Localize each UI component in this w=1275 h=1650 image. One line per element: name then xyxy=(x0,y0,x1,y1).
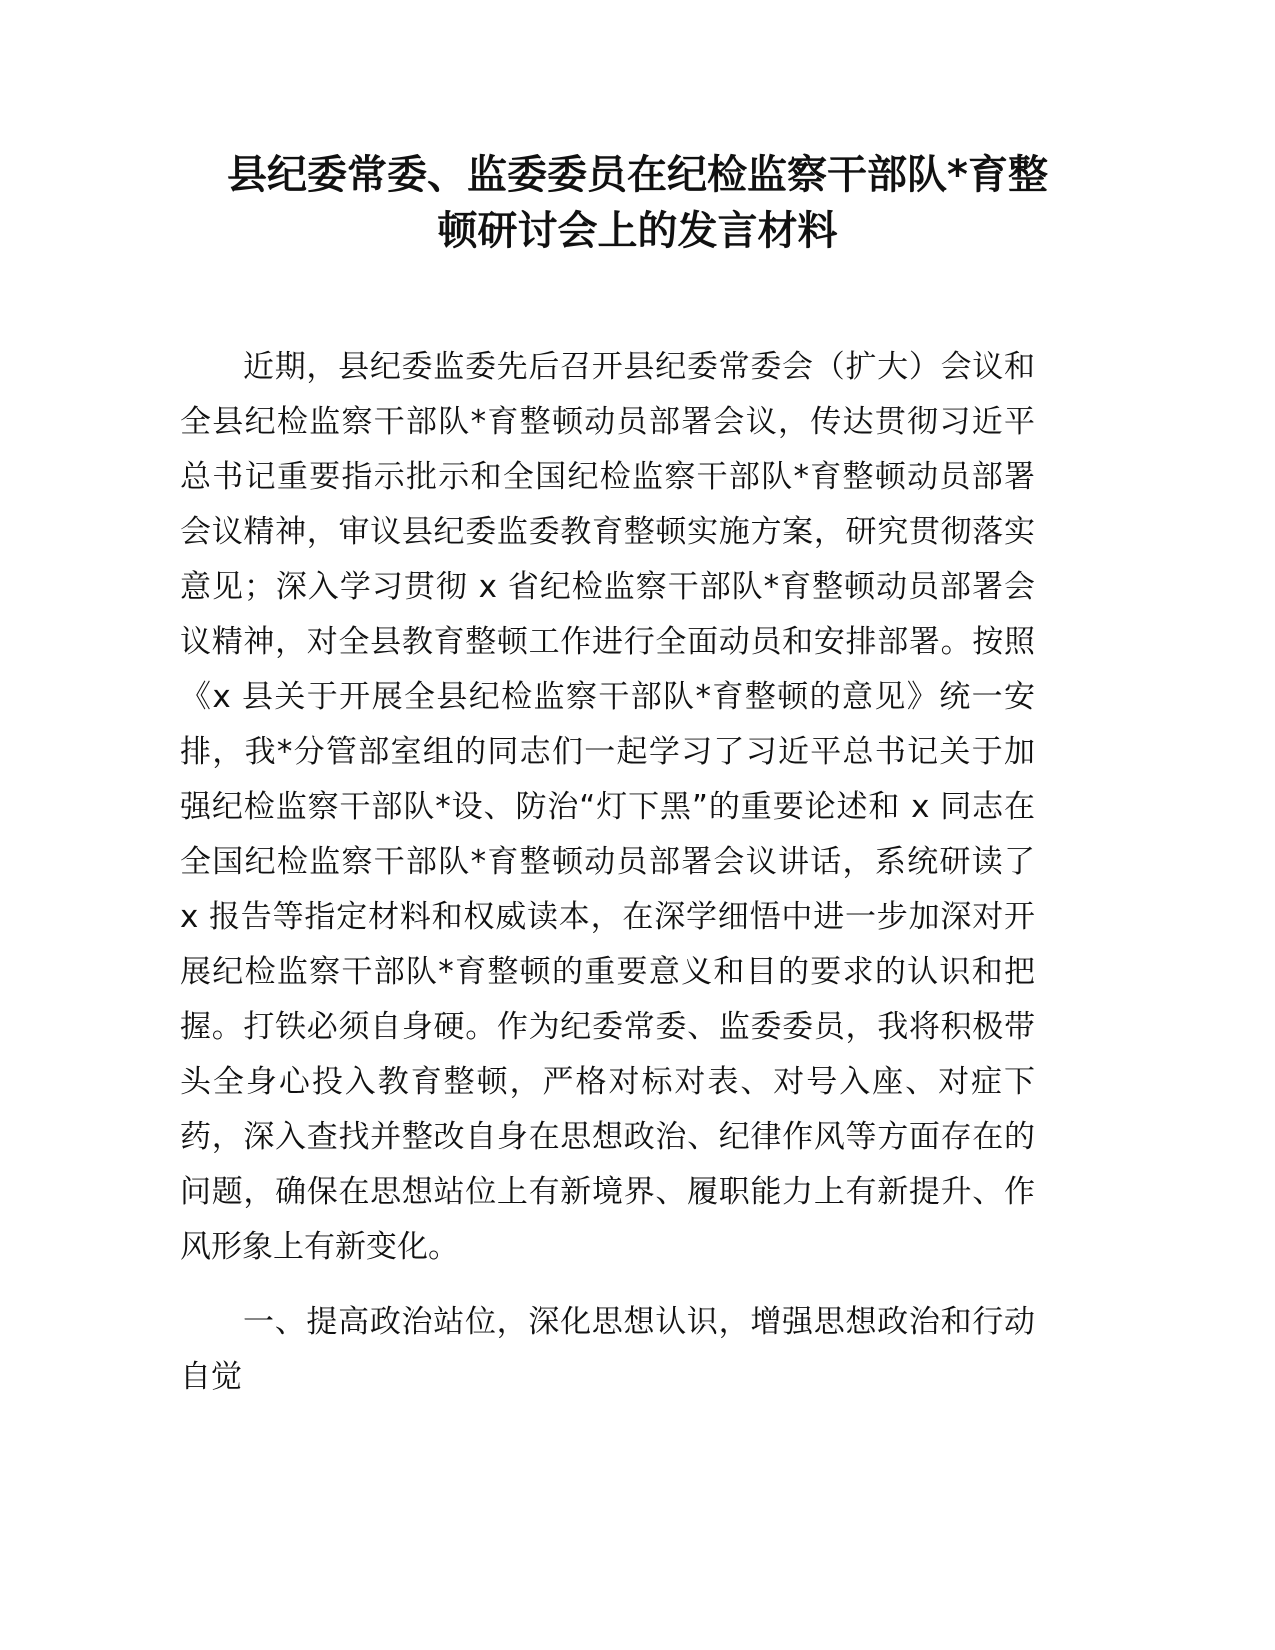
paragraph-line: 议精神，对全县教育整顿工作进行全面动员和安排部署。按照 xyxy=(180,624,1035,660)
paragraph-line: 《x 县关于开展全县纪检监察干部队*育整顿的意见》统一安 xyxy=(180,679,1035,715)
paragraph-line: 总书记重要指示批示和全国纪检监察干部队*育整顿动员部署 xyxy=(180,459,1035,495)
paragraph-line: 近期，县纪委监委先后召开县纪委常委会（扩大）会议和 xyxy=(243,349,1035,385)
paragraph-line: 意见；深入学习贯彻 x 省纪检监察干部队*育整顿动员部署会 xyxy=(180,569,1035,605)
title-line: 县纪委常委、监委委员在纪检监察干部队*育整 xyxy=(227,152,1048,198)
paragraph-line: 问题，确保在思想站位上有新境界、履职能力上有新提升、作 xyxy=(180,1174,1035,1210)
paragraph-line: 强纪检监察干部队*设、防治“灯下黑”的重要论述和 x 同志在 xyxy=(180,789,1035,825)
paragraph-line: 药，深入查找并整改自身在思想政治、纪律作风等方面存在的 xyxy=(180,1119,1035,1155)
paragraph-line: 握。打铁必须自身硬。作为纪委常委、监委委员，我将积极带 xyxy=(180,1009,1035,1045)
paragraph-line: 会议精神，审议县纪委监委教育整顿实施方案，研究贯彻落实 xyxy=(180,514,1035,550)
section-heading-line: 自觉 xyxy=(180,1359,242,1395)
paragraph-line: 风形象上有新变化。 xyxy=(180,1229,459,1265)
paragraph-line: 全县纪检监察干部队*育整顿动员部署会议，传达贯彻习近平 xyxy=(180,404,1035,440)
paragraph-line: 头全身心投入教育整顿，严格对标对表、对号入座、对症下 xyxy=(180,1064,1035,1100)
paragraph-line: 排，我*分管部室组的同志们一起学习了习近平总书记关于加 xyxy=(180,734,1035,770)
title-line: 顿研讨会上的发言材料 xyxy=(437,208,838,254)
paragraph-line: x 报告等指定材料和权威读本，在深学细悟中进一步加深对开 xyxy=(180,899,1035,935)
paragraph-line: 全国纪检监察干部队*育整顿动员部署会议讲话，系统研读了 xyxy=(180,844,1035,880)
paragraph-line: 展纪检监察干部队*育整顿的重要意义和目的要求的认识和把 xyxy=(180,954,1035,990)
section-heading-line: 一、提高政治站位，深化思想认识，增强思想政治和行动 xyxy=(243,1304,1035,1340)
